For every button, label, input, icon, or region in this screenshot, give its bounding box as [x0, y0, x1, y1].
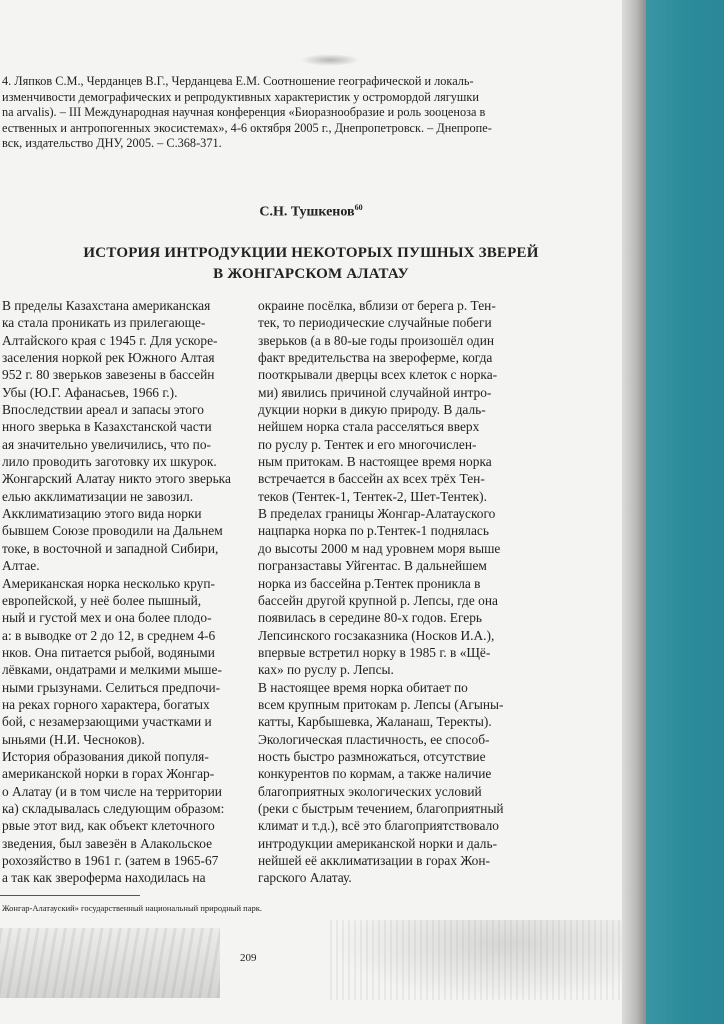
text-line: рохозяйство в 1961 г. (затем в 1965-67	[2, 853, 219, 868]
text-line: ность быстро размножаться, отсутствие	[258, 748, 486, 764]
text-line: по руслу р. Тентек и его многочислен-	[258, 436, 477, 452]
text-line: зведения, был завезён в Алакольское	[2, 835, 213, 851]
text-line: норка из бассейна р.Тентек проникла в	[258, 575, 481, 591]
text-line: Убы (Ю.Г. Афанасьев, 1966 г.).	[2, 384, 178, 400]
text-line: ми) явились причиной случайной интро-	[258, 384, 492, 400]
reference-line: 4. Ляпков С.М., Черданцев В.Г., Черданцева Е.М. Соотношение географической и локаль-	[2, 74, 474, 88]
text-line: нацпарка норка по р.Тентек-1 поднялась	[258, 523, 489, 539]
text-line: нейшем норка стала расселяться вверх	[258, 419, 480, 435]
text-line: В пределах границы Жонгар-Алатауского	[258, 506, 496, 522]
text-line: нейшей её акклиматизации в горах Жон-	[258, 853, 491, 868]
text-line: а так как звероферма находилась на	[2, 870, 206, 886]
scan-smudge	[300, 54, 360, 66]
text-line: Алтае.	[2, 558, 40, 574]
text-line: Впоследствии ареал и запасы этого	[2, 402, 204, 418]
text-line: ным притокам. В настоящее время норка	[258, 454, 492, 470]
text-line: ка) складывалась следующим образом:	[2, 800, 225, 816]
text-line: на реках горного характера, богатых	[2, 696, 210, 712]
text-line: а: в выводке от 2 до 12, в среднем 4-6	[2, 627, 216, 643]
author-name: С.Н. Тушкенов	[259, 204, 355, 220]
text-line: нного зверька в Казахстанской части	[2, 419, 212, 435]
text-line: благоприятных экологических условий	[258, 783, 482, 799]
text-line: елью акклиматизации не завозил.	[2, 488, 194, 504]
text-line: европейской, у неё более пышный,	[2, 592, 202, 608]
text-line: нков. Она питается рыбой, водяными	[2, 644, 215, 660]
title-line: ИСТОРИЯ ИНТРОДУКЦИИ НЕКОТОРЫХ ПУШНЫХ ЗВЕРЕЙ	[83, 245, 539, 261]
text-line: бой, с незамерзающими участками и	[2, 714, 212, 730]
text-line: ными грызунами. Селиться предпочи-	[2, 679, 221, 695]
text-line: токе, в восточной и западной Сибири,	[2, 540, 219, 556]
text-line: американской норки в горах Жонгар-	[2, 766, 215, 782]
reference-line: вск, издательство ДНУ, 2005. – С.368-371.	[2, 136, 222, 151]
text-line: встречается в бассейн ах всех трёх Тен-	[258, 471, 485, 487]
text-line: Экологическая пластичность, ее способ-	[258, 731, 490, 747]
footnote-divider	[0, 895, 140, 896]
text-line: заселения норкой рек Южного Алтая	[2, 350, 215, 366]
text-line: окраине посёлка, вблизи от берега р. Тен-	[258, 298, 496, 313]
text-line: дукции норки в дикую природу. В даль-	[258, 402, 486, 418]
text-line: ный и густой мех и она более плодо-	[2, 610, 212, 626]
page-decoration-left	[0, 928, 220, 998]
text-line: тек, то периодические случайные побеги	[258, 315, 492, 331]
text-line: до высоты 2000 м над уровнем моря выше	[258, 540, 501, 556]
text-line: История образования дикой популя-	[2, 748, 209, 764]
text-line: интродукции американской норки и даль-	[258, 835, 498, 851]
page-decoration-right	[330, 920, 622, 1000]
reference-line: na arvalis). – III Международная научная конференция «Биоразнообразие и роль зооценоза в	[2, 105, 486, 120]
page-number: 209	[240, 952, 257, 964]
text-line: (реки с быстрым течением, благоприятный	[258, 800, 504, 816]
article-title	[0, 243, 622, 285]
reference-entry	[2, 74, 522, 152]
text-line: появилась в середине 80-х годов. Егерь	[258, 610, 483, 626]
text-line: всем крупным притокам р. Лепсы (Агыны-	[258, 696, 504, 712]
text-line: впервые встретил норку в 1985 г. в «Щё-	[258, 644, 491, 660]
text-line: Акклиматизацию этого вида норки	[2, 506, 202, 522]
text-line: Жонгарский Алатау никто этого зверька	[2, 471, 231, 487]
reference-line: изменчивости демографических и репродуктивных характеристик у остромордой лягушки	[2, 89, 479, 104]
text-line: ках» по руслу р. Лепсы.	[258, 662, 394, 678]
text-line: В настоящее время норка обитает по	[258, 679, 468, 695]
text-line: ыньями (Н.И. Чесноков).	[2, 731, 145, 747]
author-line	[0, 203, 622, 221]
text-line: рвые этот вид, как объект клеточного	[2, 818, 215, 834]
text-line: В пределы Казахстана американская	[2, 298, 211, 313]
text-line: лёвками, ондатрами и мелкими мыше-	[2, 662, 222, 678]
text-line: погранзаставы Уйгентас. В дальнейшем	[258, 558, 487, 574]
text-line: 952 г. 80 зверьков завезены в бассейн	[2, 367, 215, 383]
text-line: бывшем Союзе проводили на Дальнем	[2, 523, 223, 539]
text-line: зверьков (а в 80-ые годы произошёл один	[258, 332, 495, 348]
text-line: гарского Алатау.	[258, 870, 352, 886]
text-line: о Алатау (и в том числе на территории	[2, 783, 222, 799]
text-line: ая значительно увеличились, что по-	[2, 436, 212, 452]
title-line: В ЖОНГАРСКОМ АЛАТАУ	[213, 266, 409, 282]
text-line: пооткрывали дверцы всех клеток с норка-	[258, 367, 498, 383]
text-line: катты, Карбышевка, Жаланаш, Теректы).	[258, 714, 492, 730]
text-line: Лепсинского госзаказника (Носков И.А.),	[258, 627, 495, 643]
reference-line: ественных и антропогенных экосистемах», 4-6 октября 2005 г., Днепропетровск. – Днепропе-	[2, 120, 492, 135]
author-footnote-mark: 60	[354, 203, 363, 212]
scan-background-strip	[646, 0, 724, 1024]
text-column-right	[258, 297, 508, 887]
text-line: Американская норка несколько круп-	[2, 575, 215, 591]
text-line: Алтайского края с 1945 г. Для ускоре-	[2, 332, 218, 348]
text-line: конкурентов по кормам, а также наличие	[258, 766, 492, 782]
text-line: факт вредительства на звероферме, когда	[258, 350, 493, 366]
text-column-left	[2, 297, 240, 887]
text-line: ка стала проникать из прилегающе-	[2, 315, 206, 331]
text-line: лило проводить заготовку их шкурок.	[2, 454, 217, 470]
book-spine-shadow	[622, 0, 646, 1024]
text-line: бассейн другой крупной р. Лепсы, где она	[258, 592, 498, 608]
text-line: климат и т.д.), всё это благоприятствовало	[258, 818, 499, 834]
footnote-text: Жонгар-Алатауский» государственный национальный природный парк.	[2, 903, 263, 913]
text-line: теков (Тентек-1, Тентек-2, Шет-Тентек).	[258, 488, 487, 504]
